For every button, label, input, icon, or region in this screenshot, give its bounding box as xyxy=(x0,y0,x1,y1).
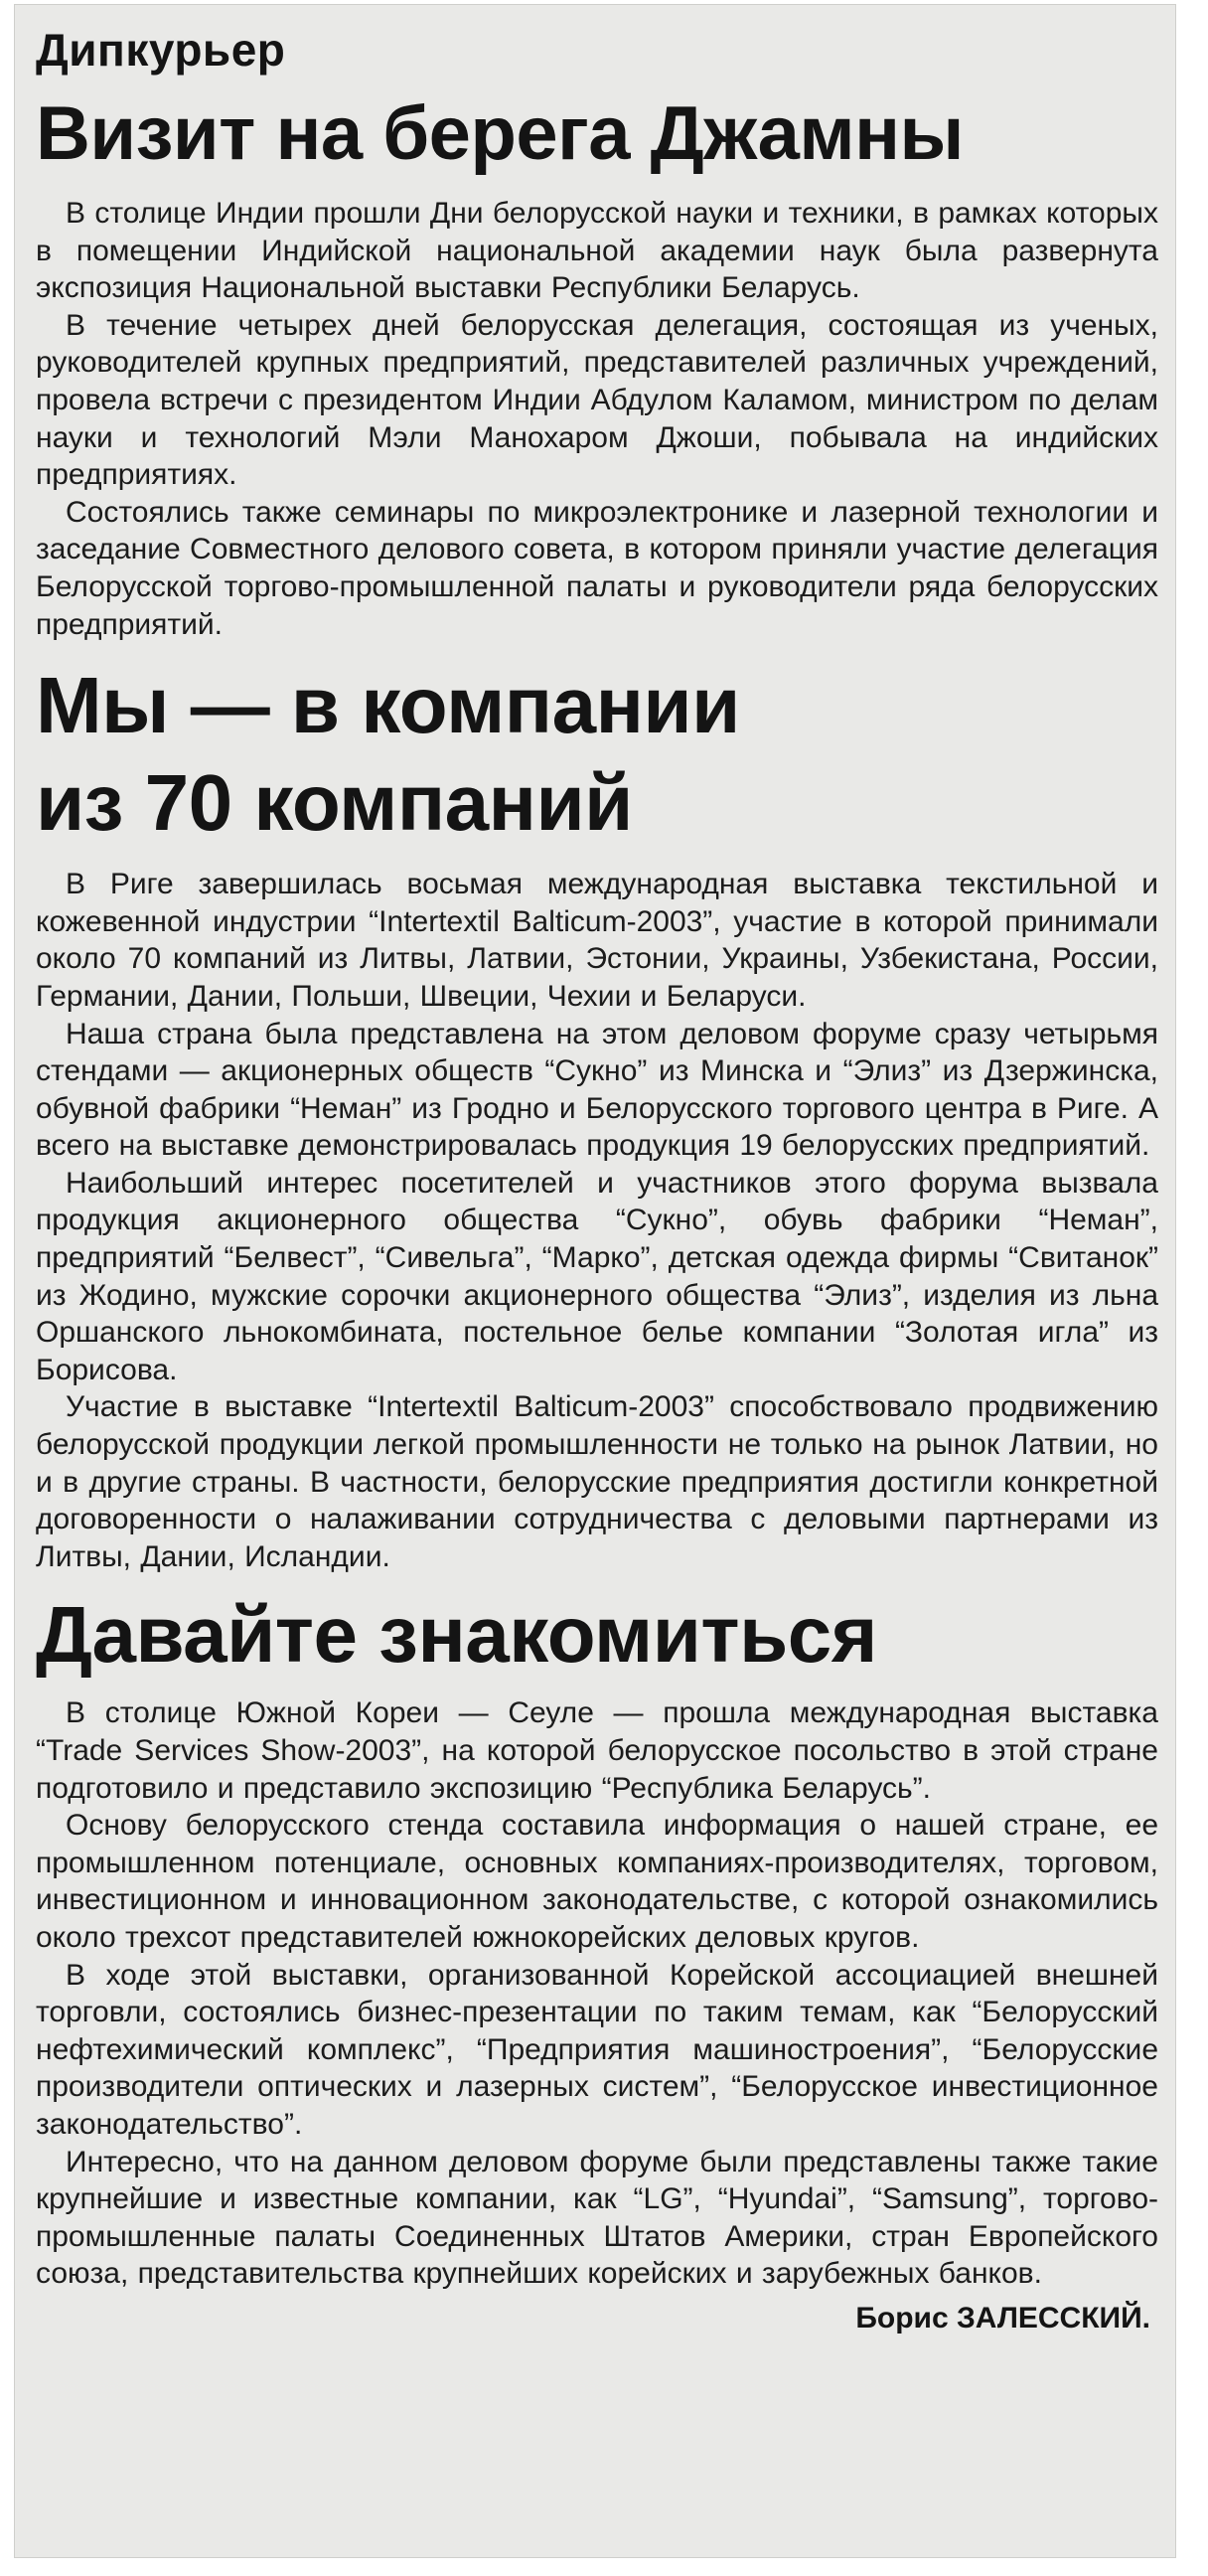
article-paragraph: Наибольший интерес посетителей и участников этого форума вызвала продукция акционерного общества “Сукно”, обувь фабрики “Неман”, предприятий “Белвест”, “Сивельга”, “Марко”, детская одежда фирмы “Свитанок” из Жодино, мужские сорочки акционерного общества “Элиз”, изделия из льна Оршанского льнокомбината, постельное белье компании “Золотая игла” из Борисова. xyxy=(36,1166,1158,1386)
article-paragraph: В Риге завершилась восьмая международная выставка текстильной и кожевенной индустрии “Intertextil Balticum-2003”, участие в которой принимали около 70 компаний из Литвы, Латвии, Эстонии, Украины, Узбекистана, России, Германии, Дании, Польши, Швеции, Чехии и Беларуси. xyxy=(36,868,1158,1013)
article-paragraph: В течение четырех дней белорусская делегация, состоящая из ученых, руководителей крупных предприятий, представителей различных учреждений, провела встречи с президентом Индии Абдулом Каламом, министром по делам науки и технологий Мэли Манохаром Джоши, побывала на индийских предприятиях. xyxy=(36,308,1158,492)
article-paragraph: В столице Южной Кореи — Сеуле — прошла международная выставка “Trade Services Show-2003”, на которой белорусское посольство в этой стране подготовило и представило экспозицию “Республика Беларусь”. xyxy=(36,1696,1158,1805)
article-title: Визит на берега Джамны xyxy=(36,91,964,176)
article-title xyxy=(36,657,1158,852)
newspaper-clipping xyxy=(14,4,1176,2558)
article-paragraph: Интересно, что на данном деловом форуме были представлены также такие крупнейшие и известные компании, как “LG”, “Hyundai”, “Samsung”, торгово-промышленные палаты Соединенных Штатов Америки, стран Европейского союза, представительства крупнейших корейских и зарубежных банков. xyxy=(36,2145,1158,2291)
article-title-line: Мы — в компании xyxy=(36,661,740,750)
clipping-content xyxy=(36,22,1158,2338)
article-visit-jamna xyxy=(36,91,1158,643)
article-lets-get-acquainted xyxy=(36,1587,1158,2293)
article-paragraph: Наша страна была представлена на этом деловом форуме сразу четырьмя стендами — акционерных обществ “Сукно” из Минска и “Элиз” из Дзержинска, обувной фабрики “Неман” из Гродно и Белорусского торгового центра в Риге. А всего на выставке демонстрировалась продукция 19 белорусских предприятий. xyxy=(36,1017,1158,1163)
article-paragraph: В столице Индии прошли Дни белорусской науки и техники, в рамках которых в помещении Индийской национальной академии наук была развернута экспозиция Национальной выставки Республики Беларусь. xyxy=(36,197,1158,305)
section-rubric: Дипкурьер xyxy=(36,24,286,76)
article-paragraph: В ходе этой выставки, организованной Корейской ассоциацией внешней торговли, состоялись бизнес-презентации по таким темам, как “Белорусский нефтехимический комплекс”, “Предприятия машиностроения”, “Белорусские производители оптических и лазерных систем”, “Белорусское инвестиционное законодательство”. xyxy=(36,1958,1158,2141)
article-70-companies xyxy=(36,657,1158,1575)
article-title: Давайте знакомиться xyxy=(36,1590,877,1680)
article-title-line: из 70 компаний xyxy=(36,758,633,848)
article-paragraph: Участие в выставке “Intertextil Balticum-2003” способствовало продвижению белорусской продукции легкой промышленности не только на рынок Латвии, но и в другие страны. В частности, белорусские предприятия достигли конкретной договоренности о налаживании сотрудничества с деловыми партнерами из Литвы, Дании, Исландии. xyxy=(36,1390,1158,1573)
author-signature: Борис ЗАЛЕССКИЙ. xyxy=(855,2301,1150,2334)
article-paragraph: Состоялись также семинары по микроэлектронике и лазерной технологии и заседание Совместного делового совета, в котором приняли участие делегация Белорусской торгово-промышленной палаты и руководители ряда белорусских предприятий. xyxy=(36,495,1158,641)
article-paragraph: Основу белорусского стенда составила информация о нашей стране, ее промышленном потенциале, основных компаниях-производителях, торговом, инвестиционном и инновационном законодательстве, с которой ознакомились около трехсот представителей южнокорейских деловых кругов. xyxy=(36,1809,1158,1954)
